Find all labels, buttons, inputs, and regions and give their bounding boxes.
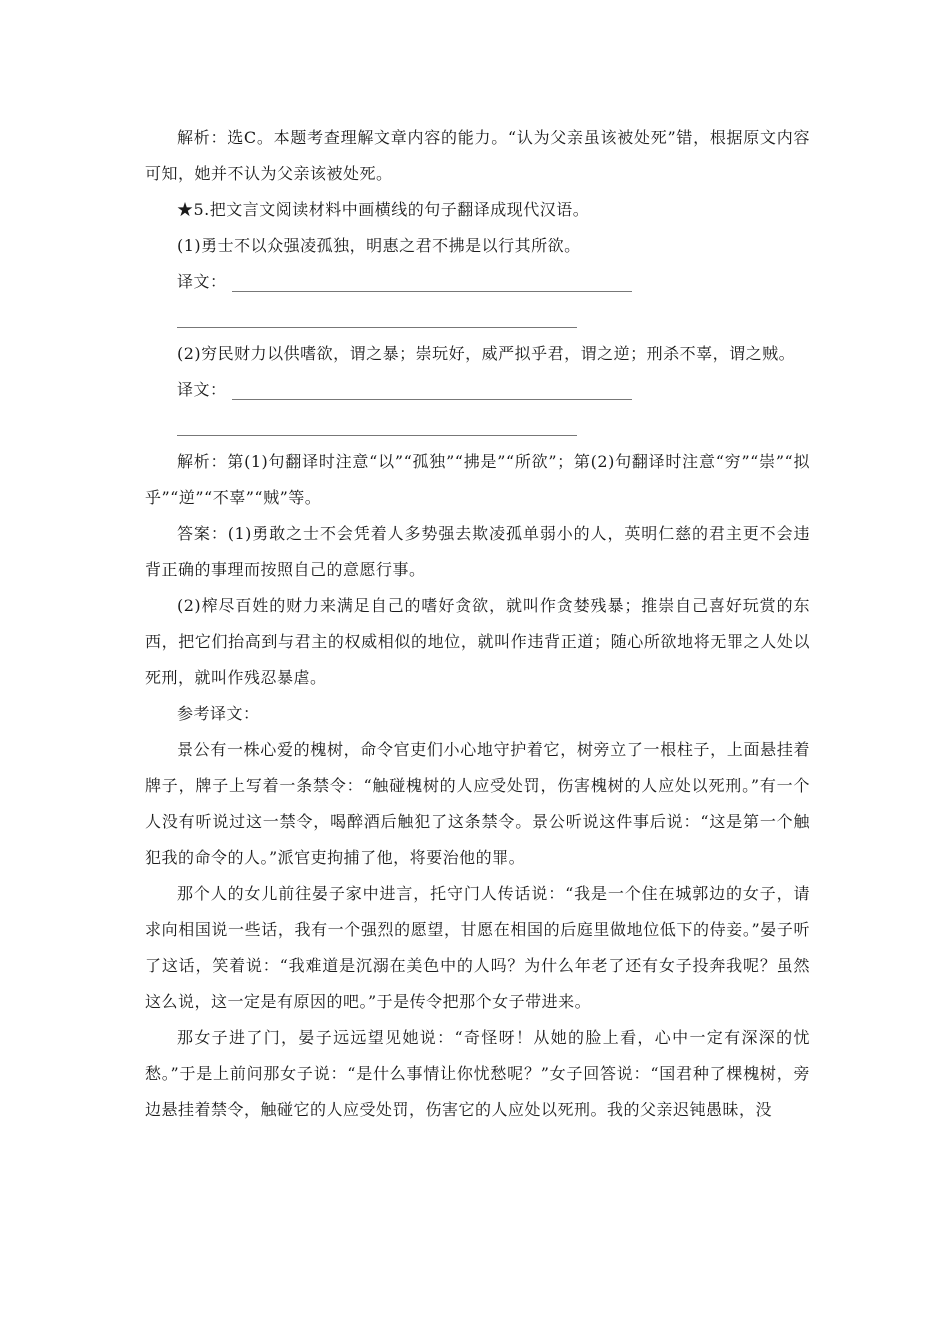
answer-blank-line[interactable]: [177, 327, 577, 328]
translation-paragraph: 那个人的女儿前往晏子家中进言，托守门人传话说：“我是一个住在城郭边的女子，请求向相国说一些话，我有一个强烈的愿望，甘愿在相国的后庭里做地位低下的侍妾。”晏子听了这话，笑着说：“我难道是沉溺在美色中的人吗？为什么年老了还有女子投奔我呢？虽然这么说，这一定是有原因的吧。”于是传令把那个女子带进来。: [145, 884, 810, 1011]
answer-q5-2: (2)榨尽百姓的财力来满足自己的嗜好贪欲，就叫作贪婪残暴；推崇自己喜好玩赏的东西，把它们抬高到与君主的权威相似的地位，就叫作违背正道；随心所欲地将无罪之人处以死刑，就叫作残忍暴虐。: [145, 596, 810, 687]
analysis-q4: 解析：选C。本题考查理解文章内容的能力。“认为父亲虽该被处死”错，根据原文内容可知，她并不认为父亲该被处死。: [145, 128, 810, 183]
answer-label: 译文：: [177, 272, 227, 291]
answer-label: 译文：: [177, 380, 227, 399]
answer-row-1b: [177, 300, 810, 336]
question-5: ★5.把文言文阅读材料中画横线的句子翻译成现代汉语。: [177, 200, 590, 219]
translation-paragraph: 景公有一株心爱的槐树，命令官吏们小心地守护着它，树旁立了一根柱子，上面悬挂着牌子，牌子上写着一条禁令：“触碰槐树的人应受处罚，伤害槐树的人应处以死刑。”有一个人没有听说过这一禁令，喝醉酒后触犯了这条禁令。景公听说这件事后说：“这是第一个触犯我的命令的人。”派官吏拘捕了他，将要治他的罪。: [145, 740, 810, 867]
translation-paragraph: 那女子进了门，晏子远远望见她说：“奇怪呀！从她的脸上看，心中一定有深深的忧愁。”于是上前问那女子说：“是什么事情让你忧愁呢？”女子回答说：“国君种了棵槐树，旁边悬挂着禁令，触碰它的人应受处罚，伤害它的人应处以死刑。我的父亲迟钝愚昧，没: [145, 1028, 810, 1119]
analysis-q5: 解析：第(1)句翻译时注意“以”“孤独”“拂是”“所欲”；第(2)句翻译时注意“穷”“崇”“拟乎”“逆”“不辜”“贼”等。: [145, 452, 810, 507]
answer-row-2b: [177, 408, 810, 444]
answer-blank-line[interactable]: [232, 291, 632, 292]
question-5-item-2: (2)穷民财力以供嗜欲，谓之暴；崇玩好，威严拟乎君，谓之逆；刑杀不辜，谓之贼。: [177, 344, 796, 363]
reference-translation-heading: 参考译文：: [177, 704, 260, 723]
answer-row-1: [145, 264, 810, 300]
question-5-item-1: (1)勇士不以众强凌孤独，明惠之君不拂是以行其所欲。: [177, 236, 581, 255]
answer-blank-line[interactable]: [177, 435, 577, 436]
answer-row-2: [145, 372, 810, 408]
answer-blank-line[interactable]: [232, 399, 632, 400]
answer-q5-1: 答案：(1)勇敢之士不会凭着人多势强去欺凌孤单弱小的人，英明仁慈的君主更不会违背正确的事理而按照自己的意愿行事。: [145, 524, 810, 579]
document-page: [145, 120, 810, 1128]
